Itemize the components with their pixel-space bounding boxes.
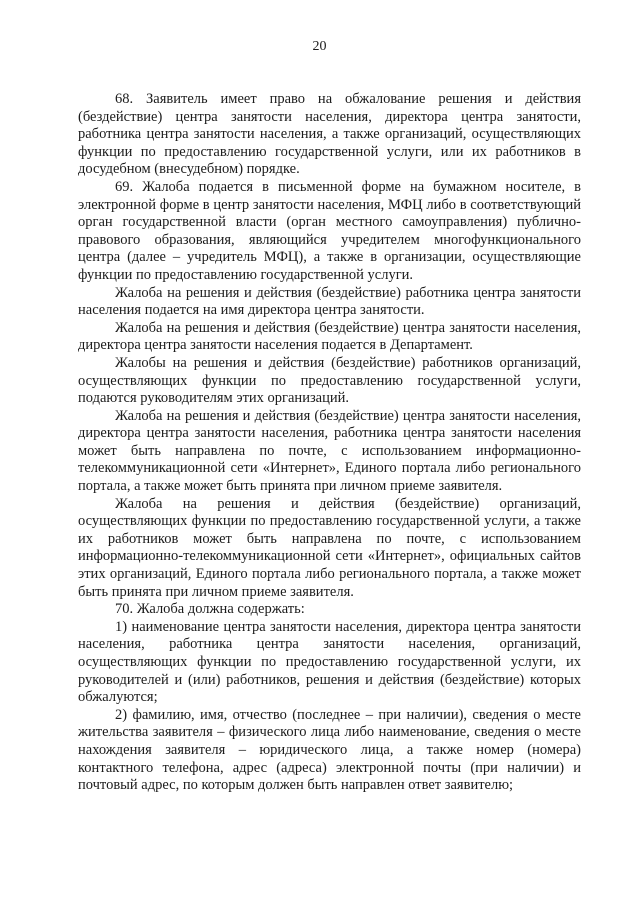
document-body xyxy=(78,91,581,795)
paragraph-70: 70. Жалоба должна содержать: xyxy=(115,601,305,618)
paragraph-item-2: 2) фамилию, имя, отчество (последнее – при наличии), сведения о месте жительства заявителя – физического лица либо наименование, сведения о месте нахождения заявителя – юридического лица, а также номер (номера) контактного телефона, адрес (адреса) электронной почты (при наличии) и почтовый адрес, по которым должен быть направлен ответ заявителю; xyxy=(78,706,581,794)
paragraph-submission-organizations: Жалоба на решения и действия (бездействие) организаций, осуществляющих функции по предоставлению государственной услуги, а также их работников может быть направлена по почте, с использованием информационно-телекоммуникационной сети «Интернет», официальных сайтов этих организаций, Единого портала либо регионального портала, а также может быть принята при личном приеме заявителя. xyxy=(78,495,581,600)
paragraph-submission-center: Жалоба на решения и действия (бездействие) центра занятости населения, директора центра занятости населения, работника центра занятости населения может быть направлена по почте, с использованием информационно-телекоммуникационной сети «Интернет», Единого портала либо регионального портала, а также может быть принята при личном приеме заявителя. xyxy=(78,407,581,495)
paragraph-item-1: 1) наименование центра занятости населения, директора центра занятости населения, работника центра занятости населения, организаций, осуществляющих функции по предоставлению государственной услуги, их руководителей и (или) работников, решения и действия (бездействие) которых обжалуются; xyxy=(78,618,581,706)
paragraph-complaint-employee: Жалоба на решения и действия (бездействие) работника центра занятости населения подается на имя директора центра занятости. xyxy=(78,284,581,319)
paragraph-complaint-organizations: Жалобы на решения и действия (бездействие) работников организаций, осуществляющих функции по предоставлению государственной услуги, подаются руководителям этих организаций. xyxy=(78,354,581,407)
paragraph-68: 68. Заявитель имеет право на обжалование решения и действия (бездействие) центра занятости населения, директора центра занятости, работника центра занятости населения, а также организаций, осуществляющих функции по предоставлению государственной услуги, или их работников в досудебном (внесудебном) порядке. xyxy=(78,91,581,178)
page-number: 20 xyxy=(312,39,327,54)
paragraph-complaint-director: Жалоба на решения и действия (бездействие) центра занятости населения, директора центра занятости населения подается в Департамент. xyxy=(78,319,581,354)
paragraph-69: 69. Жалоба подается в письменной форме на бумажном носителе, в электронной форме в центр занятости населения, МФЦ либо в соответствующий орган государственной власти (орган местного самоуправления) публично-правового образования, являющийся учредителем многофункционального центра (далее – учредитель МФЦ), а также в организации, осуществляющие функции по предоставлению государственной услуги. xyxy=(78,178,581,283)
